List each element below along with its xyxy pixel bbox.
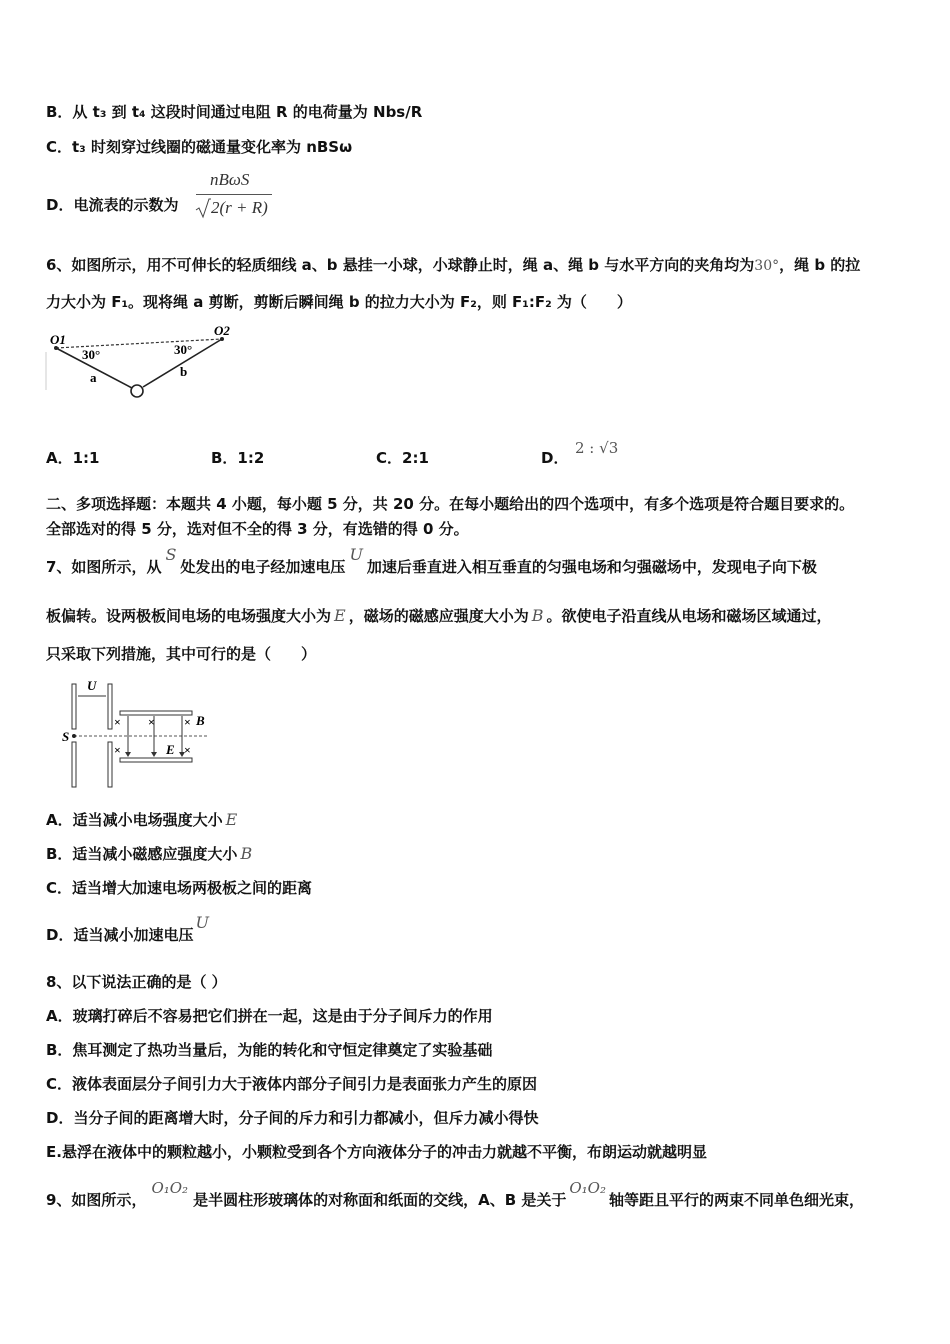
b-cross-4: × (114, 743, 121, 757)
q9-symbol-o1o2-a: O₁O₂ (151, 1179, 189, 1197)
q6-option-a: A．1:1 (46, 449, 100, 467)
q7-text-4: 板偏转。设两极板间电场的电场强度大小为 (46, 607, 332, 625)
q6-option-d: D． (541, 449, 569, 467)
q6-figure (44, 322, 234, 412)
q7-figure (58, 674, 218, 794)
deflect-plate-bottom (120, 758, 192, 762)
q5-option-d-denominator: 2(r + R) (211, 198, 268, 217)
q6-stem-text-end: ，绳 b 的拉 (779, 256, 861, 274)
fig-label-s: S (62, 729, 70, 744)
q6-option-c: C．2:1 (376, 449, 429, 467)
q8-option-d: D．当分子间的距离增大时，分子间的斥力和引力都减小，但斥力减小得快 (46, 1109, 539, 1127)
b-cross-3: × (184, 715, 191, 729)
q7-text-5: ，磁场的磁感应强度大小为 (348, 607, 529, 625)
fig-label-u: U (87, 678, 97, 693)
q7-symbol-b: B (531, 606, 544, 625)
angle-left-label: 30° (82, 347, 101, 362)
q8-option-b: B．焦耳测定了热功当量后，为能的转化和守恒定律奠定了实验基础 (46, 1041, 493, 1059)
q9-text-1: 9、如图所示， (46, 1191, 147, 1209)
source-point (72, 734, 76, 738)
accel-plate-right-bottom (108, 742, 112, 787)
q9-stem-line1 (46, 1179, 864, 1210)
q9-symbol-o1o2-b: O₁O₂ (569, 1179, 606, 1197)
q6-angle: 30° (754, 258, 780, 274)
q6-stem-text: 6、如图所示，用不可伸长的轻质细线 a、b 悬挂一小球，小球静止时，绳 a、绳 b 与水平方向的夹角均为 (46, 256, 755, 274)
field-arrow-1 (125, 752, 131, 757)
label-o2: O2 (214, 323, 230, 338)
fig-label-b: B (196, 713, 205, 728)
q9-text-3: 轴等距且平行的两束不同单色细光束， (608, 1191, 864, 1209)
fig-label-e: E (166, 742, 175, 757)
section2-line2: 全部选对的得 5 分，选对但不全的得 3 分，有选错的得 0 分。 (46, 520, 469, 538)
q8-option-a: A．玻璃打碎后不容易把它们拼在一起，这是由于分子间斥力的作用 (46, 1007, 493, 1025)
q6-option-d-value: 2 : √3 (575, 439, 619, 457)
angle-right-label: 30° (174, 342, 193, 357)
q7-symbol-s: S (165, 545, 177, 564)
q5-option-c: C．t₃ 时刻穿过线圈的磁通量变化率为 nBSω (46, 138, 353, 156)
q5-option-d-numerator: nBωS (210, 170, 250, 189)
q7-option-b-symbol: B (240, 844, 253, 863)
q7-stem-line3: 只采取下列措施，其中可行的是（ ） (46, 645, 317, 663)
fraction-bar (196, 194, 272, 195)
q8-option-e: E.悬浮在液体中的颗粒越小，小颗粒受到各个方向液体分子的冲击力就越不平衡，布朗运动就越明显 (46, 1143, 707, 1161)
q7-stem-line1 (46, 545, 817, 577)
q8-option-c: C．液体表面层分子间引力大于液体内部分子间引力是表面张力产生的原因 (46, 1075, 538, 1093)
q7-symbol-e: E (334, 606, 346, 625)
rope-a-label: a (90, 370, 97, 385)
q6-option-b: B．1:2 (211, 449, 265, 467)
b-cross-2: × (148, 715, 155, 729)
q6-stem-line2: 力大小为 F₁。现将绳 a 剪断，剪断后瞬间绳 b 的拉力大小为 F₂，则 F₁:F₂ 为（ ） (46, 293, 632, 311)
q7-text-3: 加速后垂直进入相互垂直的匀强电场和匀强磁场中，发现电子向下极 (366, 558, 817, 576)
accel-plate-left-bottom (72, 742, 76, 787)
q7-option-c: C．适当增大加速电场两极板之间的距离 (46, 879, 313, 897)
q7-option-a-text: A．适当减小电场强度大小 (46, 811, 223, 829)
q7-symbol-u: U (349, 545, 363, 564)
q6-stem-line1 (46, 255, 860, 276)
accel-plate-right-top (108, 684, 112, 729)
b-cross-1: × (114, 715, 121, 729)
q7-text-2: 处发出的电子经加速电压 (180, 558, 346, 576)
q7-option-b (46, 844, 252, 864)
section2-line1: 二、多项选择题：本题共 4 小题，每小题 5 分，共 20 分。在每小题给出的四个选项中，有多个选项是符合题目要求的。 (46, 495, 855, 513)
q7-text-6: 。欲使电子沿直线从电场和磁场区域通过， (546, 607, 832, 625)
q7-option-a-symbol: E (225, 810, 238, 829)
q7-option-d-symbol: U (195, 913, 209, 932)
q8-stem: 8、以下说法正确的是（ ） (46, 973, 227, 991)
q7-option-a (46, 810, 237, 830)
q9-text-2: 是半圆柱形玻璃体的对称面和纸面的交线，A、B 是关于 (193, 1191, 567, 1209)
q7-option-d (46, 913, 209, 945)
q7-option-b-text: B．适当减小磁感应强度大小 (46, 845, 238, 863)
ceiling-dashed-line (56, 339, 222, 348)
q5-option-b: B．从 t₃ 到 t₄ 这段时间通过电阻 R 的电荷量为 Nbs/R (46, 103, 423, 121)
q5-option-d: D．电流表的示数为 (46, 196, 179, 214)
field-arrow-2 (151, 752, 157, 757)
ball (131, 385, 143, 397)
deflect-plate-top (120, 711, 192, 715)
label-o1: O1 (50, 332, 66, 347)
accel-plate-left-top (72, 684, 76, 729)
q7-stem-line2 (46, 606, 832, 626)
q7-text-1: 7、如图所示，从 (46, 558, 162, 576)
b-cross-5: × (184, 743, 191, 757)
sqrt-sign-icon (195, 197, 211, 219)
rope-b-label: b (180, 364, 188, 379)
q7-option-d-text: D．适当减小加速电压 (46, 926, 194, 944)
